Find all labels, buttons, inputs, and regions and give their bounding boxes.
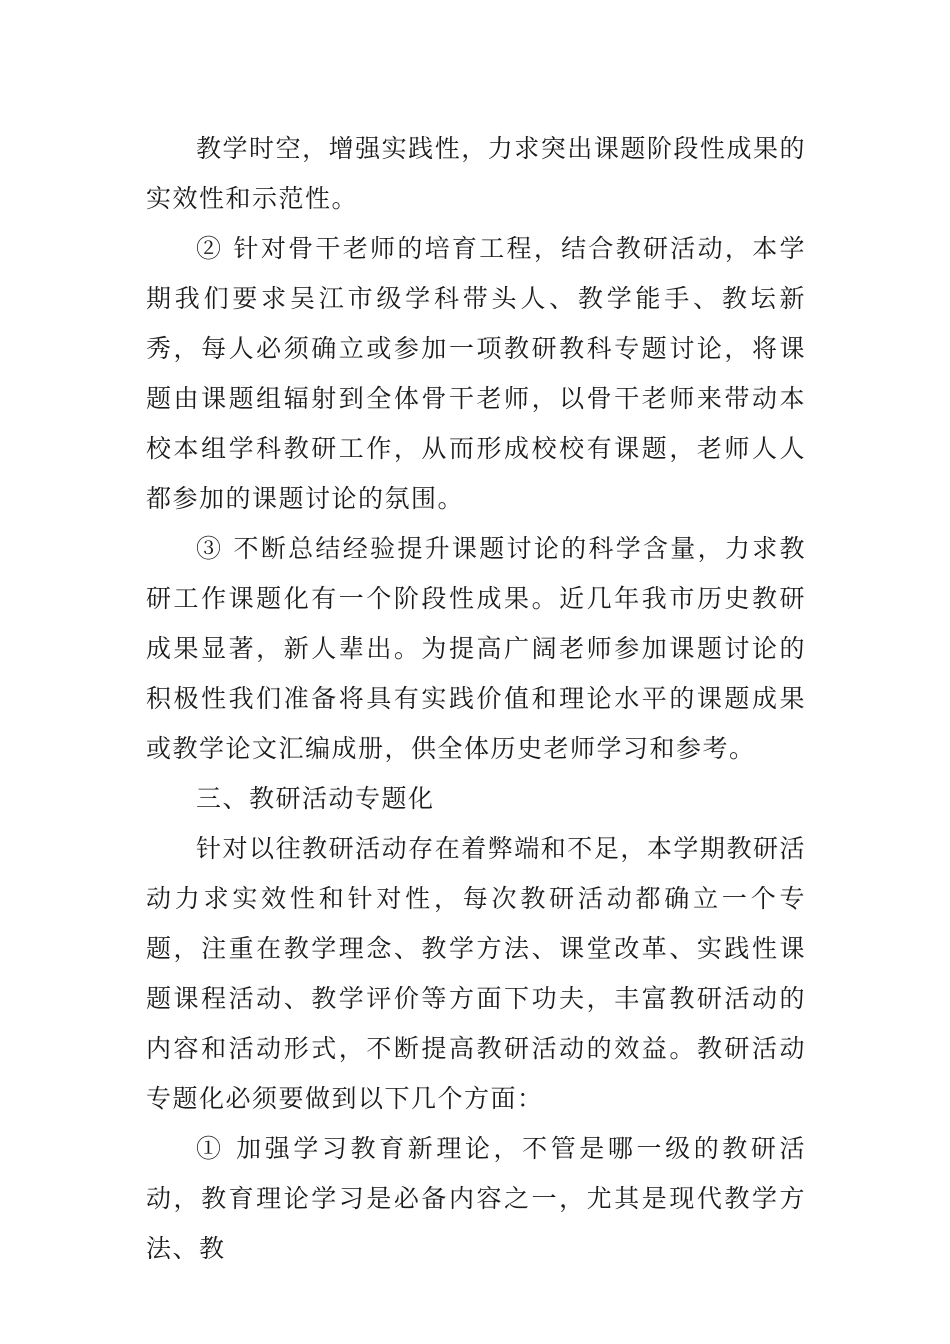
document-body	[146, 124, 806, 1274]
paragraph-section-intro: 针对以往教研活动存在着弊端和不足，本学期教研活动力求实效性和针对性，每次教研活动都确立一个专题，注重在教学理念、教学方法、课堂改革、实践性课题课程活动、教学评价等方面下功夫，丰富教研活动的内容和活动形式，不断提高教研活动的效益。教研活动专题化必须要做到以下几个方面：	[146, 834, 806, 1113]
paragraph-item-2: ② 针对骨干老师的培育工程，结合教研活动，本学期我们要求吴江市级学科带头人、教学能手、教坛新秀，每人必须确立或参加一项教研教科专题讨论，将课题由课题组辐射到全体骨干老师，以骨干老师来带动本校本组学科教研工作，从而形成校校有课题，老师人人都参加的课题讨论的氛围。	[146, 234, 806, 513]
paragraph-continuation: 教学时空，增强实践性，力求突出课题阶段性成果的实效性和示范性。	[146, 134, 806, 213]
paragraph-item-1: ① 加强学习教育新理论，不管是哪一级的教研活动，教育理论学习是必备内容之一，尤其是现代教学方法、教	[146, 1134, 806, 1263]
section-heading-3: 三、教研活动专题化	[196, 784, 435, 813]
paragraph-item-3: ③ 不断总结经验提升课题讨论的科学含量，力求教研工作课题化有一个阶段性成果。近几年我市历史教研成果显著，新人辈出。为提高广阔老师参加课题讨论的积极性我们准备将具有实践价值和理论水平的课题成果或教学论文汇编成册，供全体历史老师学习和参考。	[146, 534, 806, 763]
